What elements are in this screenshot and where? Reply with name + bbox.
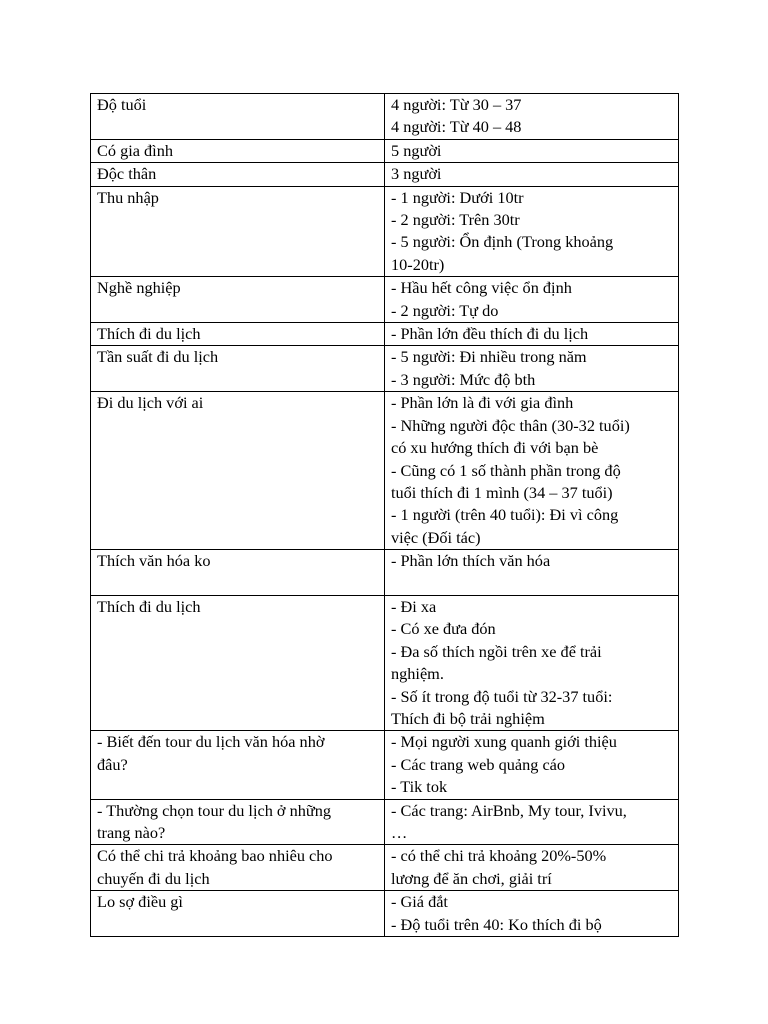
- survey-table: [90, 93, 679, 937]
- row-label-cell: [91, 139, 385, 162]
- table-row: [91, 550, 679, 596]
- row-value-cell: [385, 845, 679, 891]
- row-label-line: chuyến đi du lịch: [97, 868, 210, 888]
- row-label-cell: [91, 94, 385, 140]
- row-value-line: - Đa số thích ngồi trên xe để trải: [391, 641, 602, 661]
- row-label-line: trang nào?: [97, 823, 166, 842]
- row-value-line: 10-20tr): [391, 254, 445, 274]
- row-value-cell: [385, 323, 679, 346]
- row-label-line: - Thường chọn tour du lịch ở những: [97, 800, 331, 820]
- row-value-cell: [385, 392, 679, 550]
- row-value-line: …: [391, 823, 408, 842]
- row-value-line: - Phần lớn là đi với gia đình: [391, 393, 574, 413]
- row-value-line: - 1 người (trên 40 tuổi): Đi vì công: [391, 505, 619, 525]
- row-label-cell: [91, 845, 385, 891]
- row-value-cell: [385, 186, 679, 277]
- row-value-cell: [385, 346, 679, 392]
- table-row: [91, 186, 679, 277]
- row-value-line: 3 người: [391, 164, 442, 184]
- row-value-line: lương để ăn chơi, giải trí: [391, 868, 552, 888]
- row-label-cell: [91, 731, 385, 799]
- table-row: [91, 94, 679, 140]
- row-value-line: - Cũng có 1 số thành phần trong độ: [391, 460, 621, 480]
- row-label-line: Thích văn hóa ko: [97, 551, 211, 571]
- row-label-cell: [91, 163, 385, 186]
- row-value-line: - 2 người: Trên 30tr: [391, 210, 520, 230]
- row-label-cell: [91, 392, 385, 550]
- row-value-line: [391, 573, 674, 595]
- row-label-cell: [91, 323, 385, 346]
- row-value-line: - Độ tuổi trên 40: Ko thích đi bộ: [391, 914, 602, 934]
- row-value-line: 4 người: Từ 30 – 37: [391, 95, 522, 114]
- table-row: [91, 139, 679, 162]
- survey-table-body: [91, 94, 679, 937]
- row-value-line: - 3 người: Mức độ bth: [391, 369, 536, 389]
- row-value-line: - Các trang: AirBnb, My tour, Ivivu,: [391, 800, 627, 820]
- row-label-line: Độc thân: [97, 164, 157, 184]
- row-label-cell: [91, 595, 385, 730]
- row-value-line: - 5 người: Ổn định (Trong khoảng: [391, 232, 614, 252]
- row-label-line: Thích đi du lịch: [97, 596, 201, 616]
- row-label-line: Có thể chi trả khoảng bao nhiêu cho: [97, 846, 333, 866]
- row-label-line: Độ tuổi: [97, 95, 147, 114]
- row-label-line: Đi du lịch với ai: [97, 393, 204, 413]
- table-row: [91, 392, 679, 550]
- row-value-line: - Đi xa: [391, 596, 437, 616]
- row-value-line: - 2 người: Tự do: [391, 300, 499, 320]
- row-value-cell: [385, 891, 679, 937]
- table-row: [91, 799, 679, 845]
- row-value-line: 5 người: [391, 140, 442, 160]
- row-label-line: Lo sợ điều gì: [97, 892, 183, 912]
- table-row: [91, 891, 679, 937]
- table-row: [91, 845, 679, 891]
- table-row: [91, 346, 679, 392]
- row-value-cell: [385, 731, 679, 799]
- row-label-cell: [91, 277, 385, 323]
- row-value-line: - Phần lớn đều thích đi du lịch: [391, 324, 589, 344]
- row-label-line: - Biết đến tour du lịch văn hóa nhờ: [97, 732, 325, 752]
- row-label-cell: [91, 799, 385, 845]
- table-row: [91, 277, 679, 323]
- row-value-line: - Mọi người xung quanh giới thiệu: [391, 732, 617, 752]
- row-label-cell: [91, 346, 385, 392]
- table-row: [91, 731, 679, 799]
- row-value-cell: [385, 595, 679, 730]
- row-value-line: 4 người: Từ 40 – 48: [391, 117, 522, 137]
- row-value-line: - Giá đắt: [391, 892, 448, 912]
- row-label-line: đâu?: [97, 754, 128, 774]
- row-value-line: - Tik tok: [391, 777, 448, 797]
- row-value-line: có xu hướng thích đi với bạn bè: [391, 438, 599, 458]
- row-value-cell: [385, 139, 679, 162]
- row-label-line: Thu nhập: [97, 187, 159, 207]
- row-label-line: Thích đi du lịch: [97, 324, 201, 344]
- row-value-line: - 5 người: Đi nhiều trong năm: [391, 347, 587, 367]
- row-value-line: nghiệm.: [391, 664, 444, 684]
- row-value-cell: [385, 550, 679, 596]
- table-row: [91, 595, 679, 730]
- row-value-line: - Các trang web quảng cáo: [391, 754, 566, 774]
- row-value-line: Thích đi bộ trải nghiệm: [391, 708, 545, 728]
- row-value-cell: [385, 277, 679, 323]
- row-label-cell: [91, 891, 385, 937]
- row-value-line: - 1 người: Dưới 10tr: [391, 187, 524, 207]
- row-value-line: - Hầu hết công việc ổn định: [391, 278, 572, 298]
- row-label-line: Có gia đình: [97, 140, 173, 160]
- row-value-line: - Phần lớn thích văn hóa: [391, 551, 551, 571]
- row-value-line: - có thể chi trả khoảng 20%-50%: [391, 846, 607, 866]
- row-label-line: Nghề nghiệp: [97, 278, 181, 298]
- row-value-line: tuổi thích đi 1 mình (34 – 37 tuổi): [391, 482, 613, 502]
- row-value-line: việc (Đối tác): [391, 527, 481, 547]
- row-value-line: - Số ít trong độ tuổi từ 32-37 tuổi:: [391, 686, 613, 706]
- row-value-cell: [385, 799, 679, 845]
- row-value-line: - Có xe đưa đón: [391, 619, 496, 639]
- table-row: [91, 323, 679, 346]
- row-value-cell: [385, 94, 679, 140]
- row-value-line: - Những người độc thân (30-32 tuổi): [391, 415, 630, 435]
- row-label-cell: [91, 186, 385, 277]
- row-label-cell: [91, 550, 385, 596]
- table-row: [91, 163, 679, 186]
- row-value-cell: [385, 163, 679, 186]
- row-label-line: Tần suất đi du lịch: [97, 347, 219, 367]
